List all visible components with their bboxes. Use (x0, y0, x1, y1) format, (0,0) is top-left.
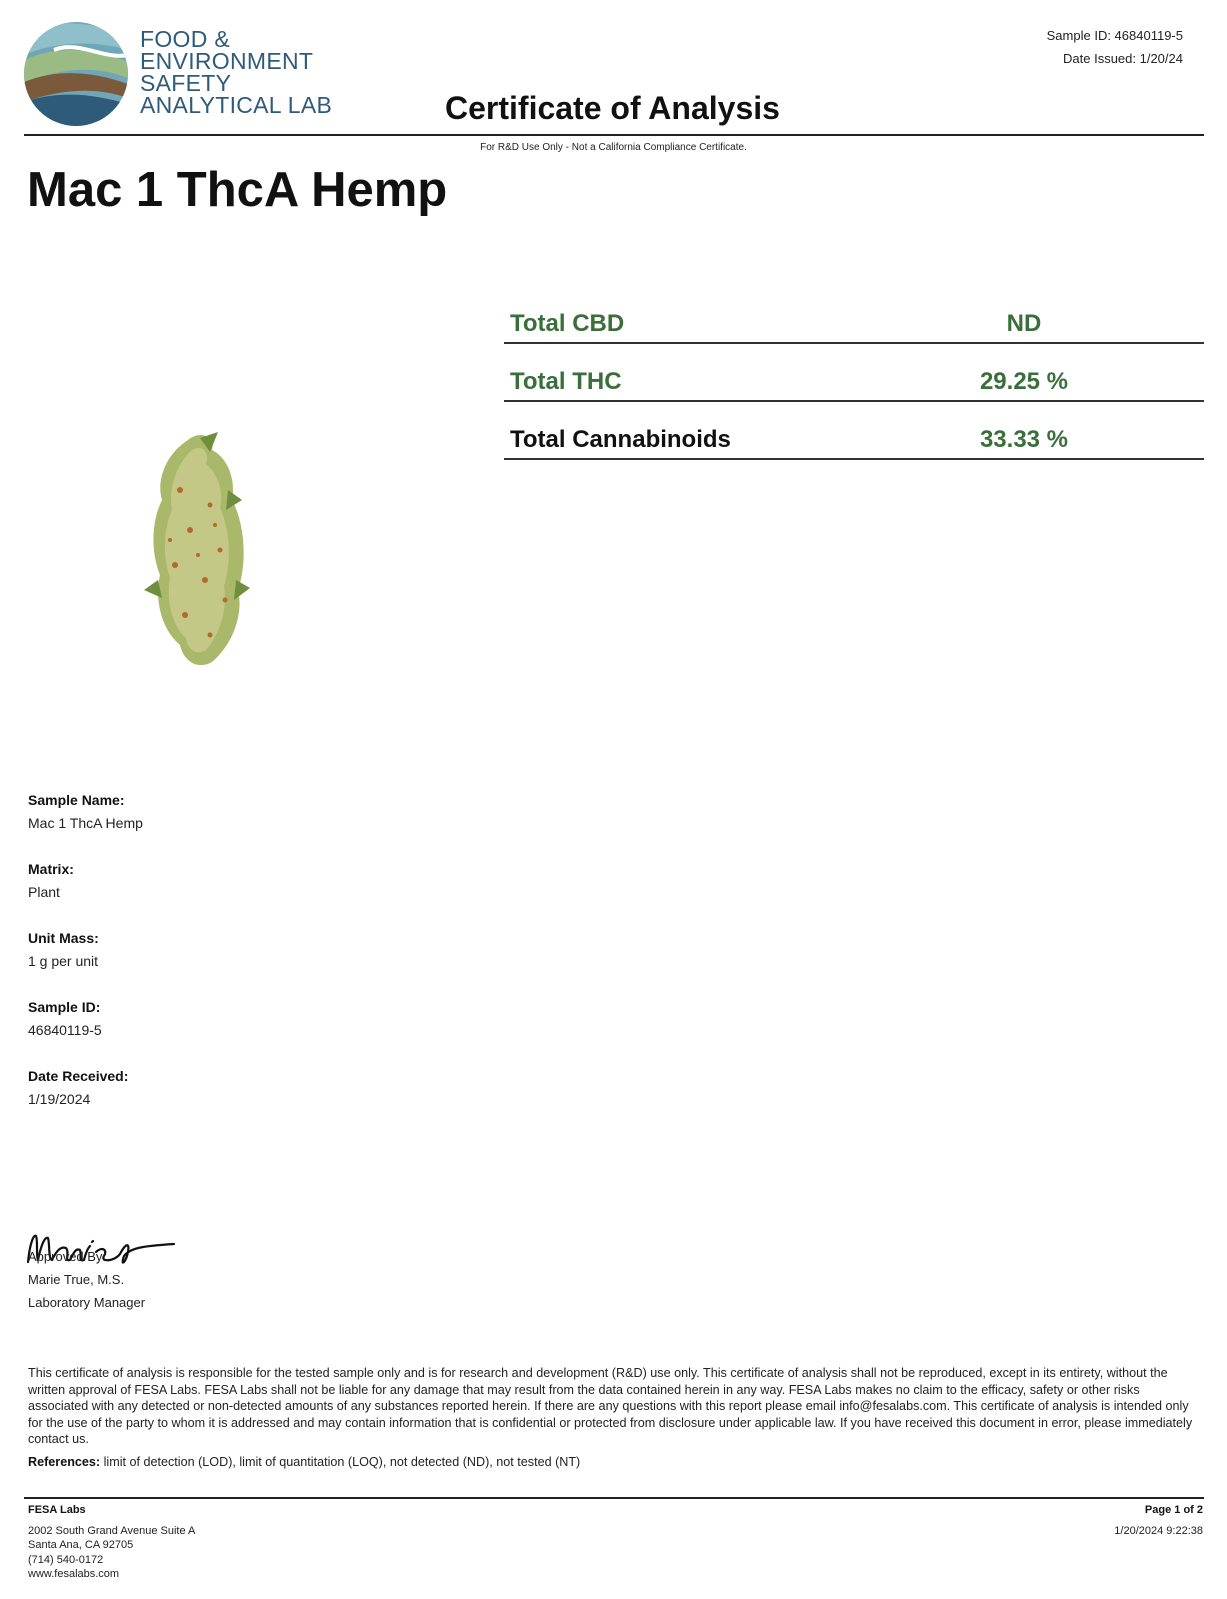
footer-address-line: 2002 South Grand Avenue Suite A (28, 1524, 196, 1537)
header-divider (24, 134, 1204, 136)
summary-divider (504, 400, 1204, 402)
detail-label-sample-name: Sample Name: (28, 792, 125, 808)
summary-label: Total CBD (510, 310, 625, 337)
rd-use-note: For R&D Use Only - Not a California Compliance Certificate. (480, 142, 747, 153)
logo-line: ANALYTICAL LAB (140, 92, 333, 118)
summary-label: Total THC (510, 368, 622, 395)
footer-lab-name: FESA Labs (28, 1504, 86, 1516)
summary-divider (504, 458, 1204, 460)
footer-address-line: Santa Ana, CA 92705 (28, 1539, 134, 1551)
approver-name: Marie True, M.S. (28, 1272, 125, 1287)
footer-timestamp: 1/20/2024 9:22:38 (1114, 1524, 1203, 1537)
disclaimer-text: This certificate of analysis is responsible for the tested sample only and is for research and development (R&D) use only. This certificate of analysis shall not be reproduced, except in its entirety, without the written approval of FESA Labs. FESA Labs shall not be liable for any damage that may result from the data contained herein in any way. FESA Labs makes no claim to the efficacy, safety or other risks associated with any detected or non-detected amounts of any substances reported herein. If there are any questions with this report please email info@fesalabs.com. This certificate of analysis is intended only for the use of the party to whom it is addressed and may contain information that is confidential or protected from disclosure under applicable law. If you have received this document in error, please immediately contact us. (28, 1366, 1193, 1446)
detail-value-date-received: 1/19/2024 (28, 1091, 91, 1107)
detail-label-matrix: Matrix: (28, 861, 74, 877)
references-text: limit of detection (LOD), limit of quantitation (LOQ), not detected (ND), not tested (NT) (103, 1455, 581, 1469)
lab-logo-wordmark (140, 28, 332, 116)
summary-divider (504, 342, 1204, 344)
summary-row-total-thc (504, 362, 1204, 402)
logo-line: FOOD & (140, 26, 230, 52)
header-sample-id: Sample ID: 46840119-5 (1046, 28, 1183, 43)
detail-label-sample-id: Sample ID: (28, 999, 101, 1015)
sample-photo (140, 430, 270, 670)
header-meta (1047, 24, 1183, 70)
logo-line: ENVIRONMENT (140, 48, 314, 74)
summary-value: 33.33 % (979, 426, 1069, 453)
references (28, 1455, 580, 1469)
approved-by-label: Approved By: (28, 1249, 107, 1264)
signature (24, 1222, 184, 1272)
references-label: References: (28, 1455, 101, 1469)
footer-page-info (1114, 1503, 1203, 1538)
summary-value: ND (1006, 310, 1042, 337)
logo-line: SAFETY (140, 70, 232, 96)
footer-lab-info (28, 1503, 195, 1582)
footer-phone: (714) 540-0172 (28, 1553, 104, 1566)
footer-website: www.fesalabs.com (28, 1568, 120, 1580)
page-number: Page 1 of 2 (1144, 1504, 1203, 1516)
product-title: Mac 1 ThcA Hemp (27, 163, 448, 217)
detail-value-sample-id: 46840119-5 (28, 1022, 102, 1038)
detail-value-sample-name: Mac 1 ThcA Hemp (28, 815, 143, 831)
summary-label: Total Cannabinoids (510, 426, 731, 453)
header-date-issued: Date Issued: 1/20/24 (1063, 51, 1183, 66)
detail-value-matrix: Plant (28, 884, 60, 900)
summary-row-total-cbd (504, 304, 1204, 344)
detail-value-unit-mass: 1 g per unit (28, 953, 99, 969)
summary-value: 29.25 % (979, 368, 1069, 395)
approver-role: Laboratory Manager (28, 1295, 146, 1310)
certificate-title: Certificate of Analysis (445, 90, 780, 126)
summary-row-total-cannabinoids (504, 420, 1204, 460)
detail-label-date-received: Date Received: (28, 1068, 129, 1084)
detail-label-unit-mass: Unit Mass: (28, 930, 99, 946)
footer-divider (24, 1497, 1204, 1499)
